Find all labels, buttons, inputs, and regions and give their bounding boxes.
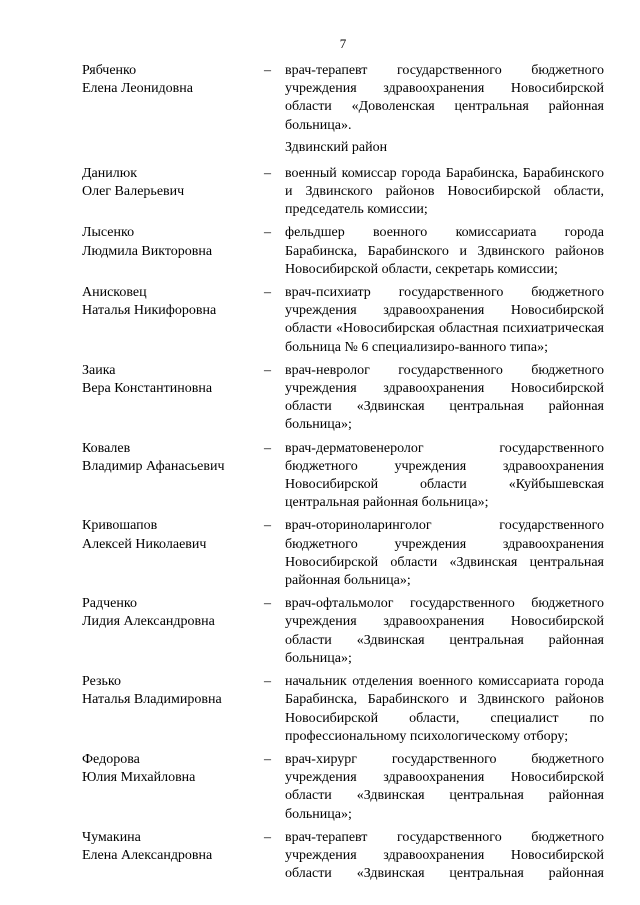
- member-entry: [82, 362, 604, 435]
- member-name: [82, 829, 257, 865]
- member-given-name: Юлия Михайловна: [82, 770, 196, 786]
- member-surname: Ковалев: [82, 440, 131, 456]
- member-name: [82, 673, 257, 709]
- member-surname: Кривошапов: [82, 518, 158, 534]
- member-given-name: Алексей Николаевич: [82, 536, 207, 552]
- member-role: врач-дерматовенеролог государственного бюджетного учреждения здравоохранения Новосибирской области «Куйбышевская центральная районная больница»;: [285, 440, 604, 511]
- member-role: врач-терапевт государственного бюджетного учреждения здравоохранения Новосибирской области «Здвинская центральная районная: [285, 829, 604, 882]
- member-name: [82, 440, 257, 476]
- member-name: [82, 751, 257, 787]
- member-entry: [82, 165, 604, 220]
- dash-separator: –: [264, 596, 271, 612]
- member-surname: Федорова: [82, 751, 140, 767]
- member-given-name: Лидия Александровна: [82, 614, 215, 630]
- member-surname: Резько: [82, 674, 121, 690]
- member-entry: [82, 62, 604, 135]
- member-entry: [82, 829, 604, 884]
- dash-separator: –: [264, 674, 271, 690]
- member-role: фельдшер военного комиссариата города Барабинска, Барабинского и Здвинского районов Новосибирской области, секретарь комиссии;: [285, 225, 604, 277]
- member-surname: Чумакина: [82, 829, 141, 845]
- member-given-name: Елена Леонидовна: [82, 81, 193, 97]
- member-name: [82, 362, 257, 398]
- member-entry: [82, 595, 604, 668]
- member-role: врач-психиатр государственного бюджетного учреждения здравоохранения Новосибирской области «Новосибирская областная психиатрическая больница № 6 специализиро-ванного типа»;: [285, 285, 604, 355]
- dash-separator: –: [264, 362, 271, 378]
- member-surname: Заика: [82, 362, 116, 378]
- member-role: врач-терапевт государственного бюджетного учреждения здравоохранения Новосибирской области «Доволенская центральная районная больница».: [285, 63, 604, 133]
- member-given-name: Наталья Никифоровна: [82, 303, 217, 319]
- member-role: врач-хирург государственного бюджетного учреждения здравоохранения Новосибирской области «Здвинская центральная районная больница»;: [285, 751, 604, 822]
- member-given-name: Елена Александровна: [82, 847, 213, 863]
- member-entry: [82, 284, 604, 357]
- member-surname: Данилюк: [82, 165, 137, 181]
- member-given-name: Олег Валерьевич: [82, 184, 185, 200]
- member-role: военный комиссар города Барабинска, Барабинского и Здвинского районов Новосибирской области, председатель комиссии;: [285, 165, 604, 218]
- page-number: 7: [339, 36, 347, 51]
- district-heading: Здвинский район: [285, 139, 388, 155]
- member-surname: Лысенко: [82, 225, 135, 241]
- member-given-name: Наталья Владимировна: [82, 692, 222, 708]
- member-entry: [82, 751, 604, 824]
- member-surname: Анисковец: [82, 285, 147, 301]
- member-role: начальник отделения военного комиссариата города Барабинска, Барабинского и Здвинского районов Новосибирской области, специалист по профессиональному психологическому отбору;: [285, 674, 604, 744]
- member-name: [82, 224, 257, 260]
- dash-separator: –: [264, 751, 271, 767]
- member-entry: [82, 517, 604, 590]
- member-role: врач-офтальмолог государственного бюджетного учреждения здравоохранения Новосибирской области «Здвинская центральная районная больница»;: [285, 596, 604, 666]
- member-role: врач-оториноларинголог государственного бюджетного учреждения здравоохранения Новосибирской области «Здвинская центральная районная больница»;: [285, 518, 604, 589]
- member-surname: Рябченко: [82, 63, 137, 78]
- member-name: [82, 284, 257, 320]
- member-entry: [82, 224, 604, 279]
- commission-list: [82, 62, 604, 883]
- dash-separator: –: [264, 165, 271, 181]
- dash-separator: –: [264, 63, 271, 78]
- member-surname: Радченко: [82, 596, 137, 612]
- member-given-name: Вера Константиновна: [82, 381, 213, 397]
- dash-separator: –: [264, 225, 271, 241]
- dash-separator: –: [264, 285, 271, 301]
- member-name: [82, 62, 257, 98]
- member-name: [82, 595, 257, 631]
- member-given-name: Людмила Викторовна: [82, 243, 213, 259]
- member-role: врач-невролог государственного бюджетного учреждения здравоохранения Новосибирской области «Здвинская центральная районная больница»;: [285, 362, 604, 433]
- member-given-name: Владимир Афанасьевич: [82, 458, 225, 474]
- member-entry: [82, 440, 604, 513]
- dash-separator: –: [264, 440, 271, 456]
- dash-separator: –: [264, 829, 271, 845]
- dash-separator: –: [264, 518, 271, 534]
- member-name: [82, 517, 257, 553]
- member-entry: [82, 673, 604, 746]
- member-name: [82, 165, 257, 201]
